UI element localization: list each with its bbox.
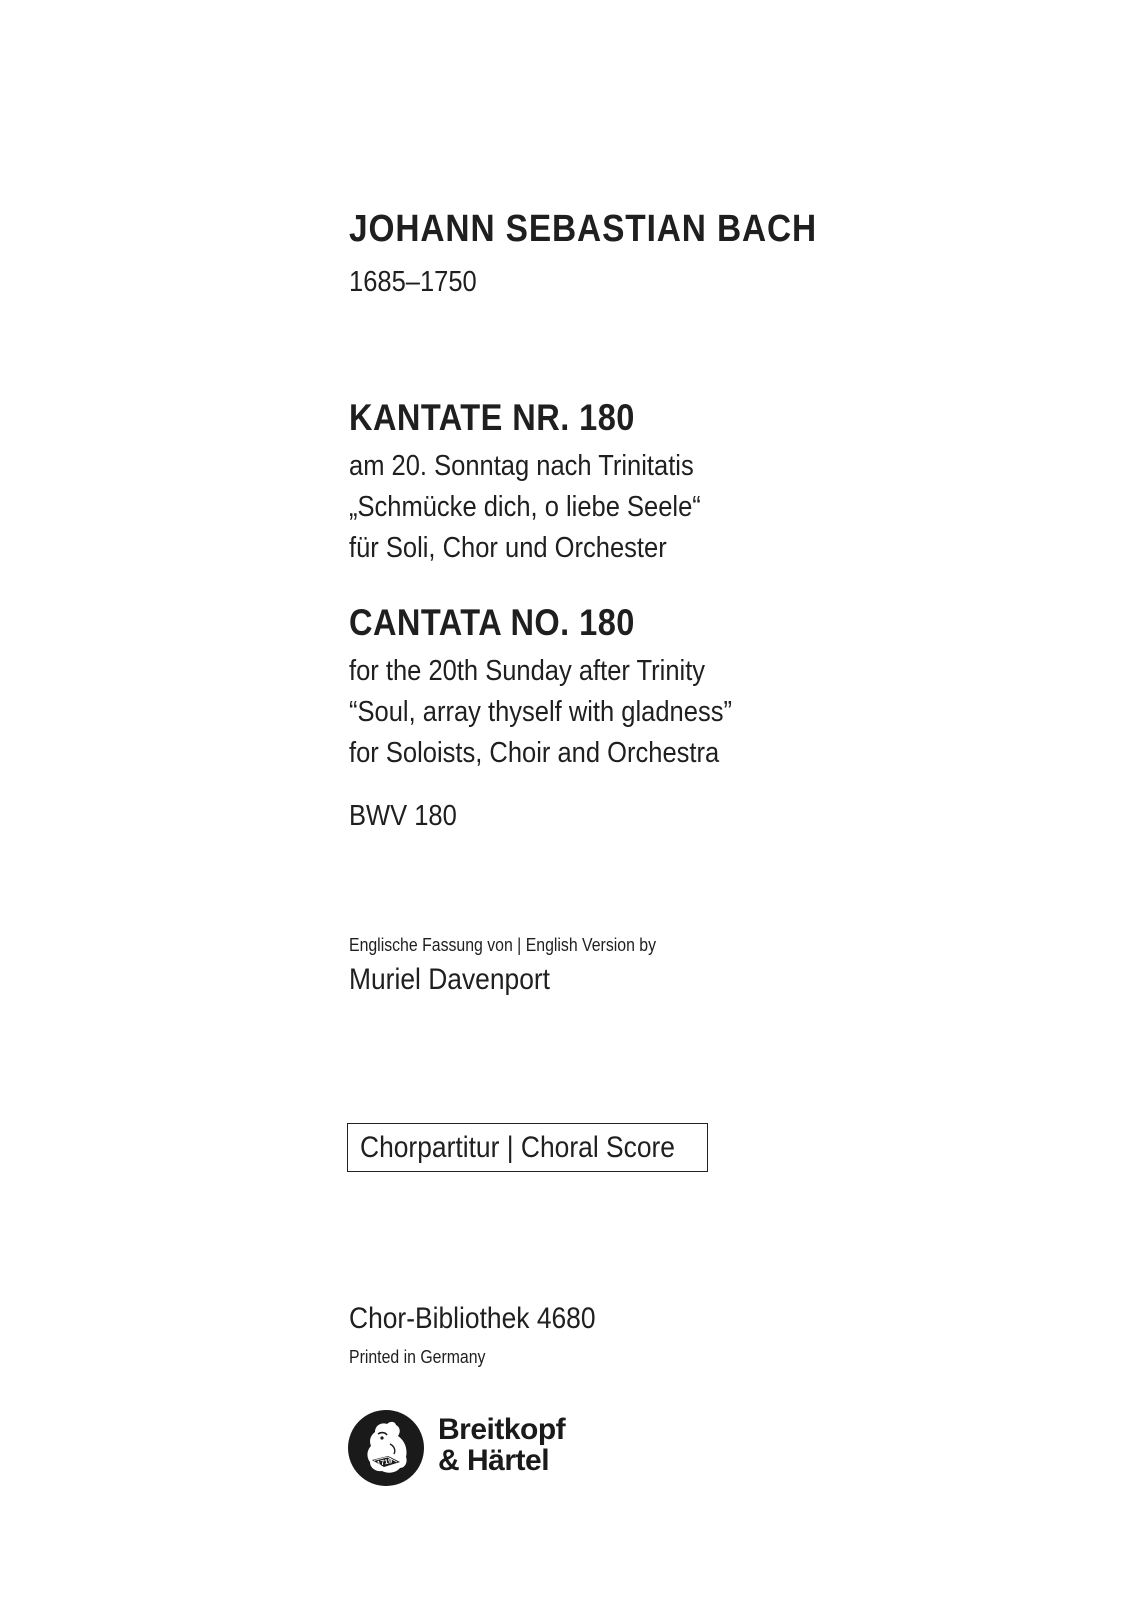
series-number: Chor-Bibliothek 4680 [349, 1302, 596, 1335]
composer-dates: 1685–1750 [349, 266, 477, 298]
publisher-line-1: Breitkopf [438, 1413, 566, 1446]
translation-label: Englische Fassung von | English Version by [349, 935, 657, 955]
edition-label: Chorpartitur | Choral Score [360, 1131, 675, 1164]
publisher-name [438, 1414, 565, 1476]
german-scoring: für Soli, Chor und Orchester [349, 532, 667, 564]
german-title: KANTATE NR. 180 [349, 397, 635, 438]
english-occasion: for the 20th Sunday after Trinity [349, 655, 706, 687]
publisher-line-2: & Härtel [438, 1444, 550, 1477]
english-chorale-title: “Soul, array thyself with gladness” [349, 696, 732, 728]
bear-logo-icon [348, 1410, 424, 1486]
edition-box [347, 1123, 708, 1172]
german-subtitle [349, 446, 701, 569]
composer-name: JOHANN SEBASTIAN BACH [349, 208, 818, 250]
logo-year: 1719 [376, 1457, 393, 1468]
german-occasion: am 20. Sonntag nach Trinitatis [349, 450, 694, 482]
printed-note: Printed in Germany [349, 1347, 486, 1367]
english-scoring: for Soloists, Choir and Orchestra [349, 737, 720, 769]
translator-name: Muriel Davenport [349, 963, 551, 996]
english-title: CANTATA NO. 180 [349, 602, 635, 643]
german-chorale-title: „Schmücke dich, o liebe Seele“ [349, 491, 701, 523]
catalogue-number: BWV 180 [349, 800, 457, 832]
english-subtitle [349, 651, 732, 774]
